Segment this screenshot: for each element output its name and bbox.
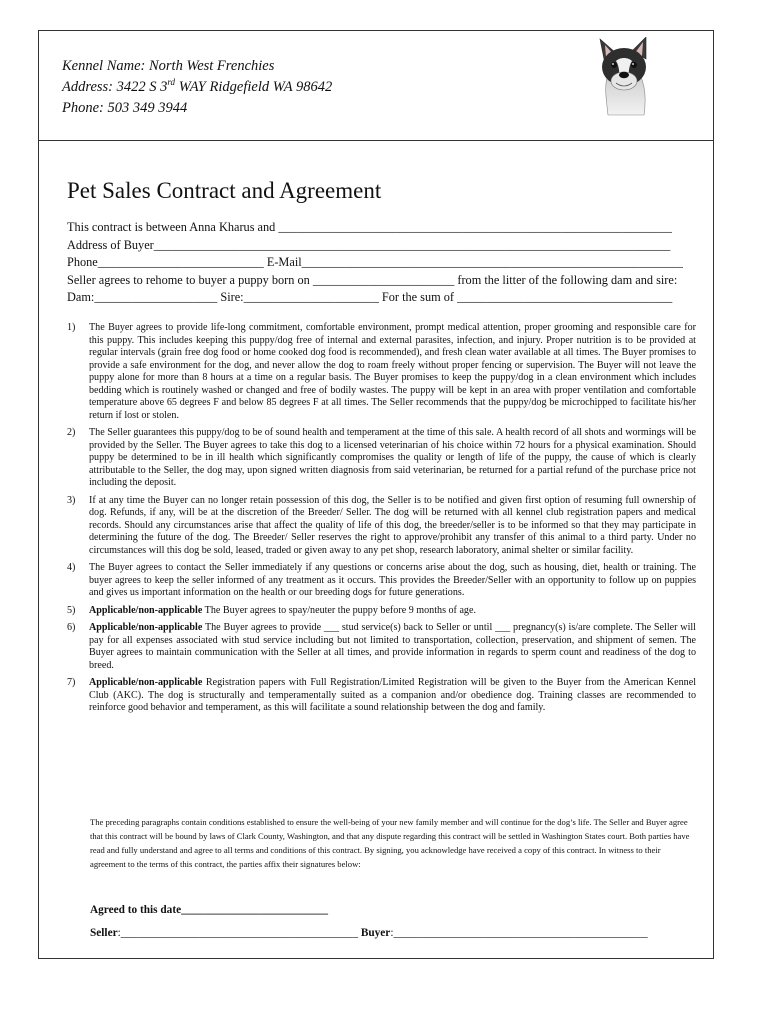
kennel-name: Kennel Name: North West Frenchies xyxy=(62,58,275,74)
term-item xyxy=(67,322,696,422)
phone-email-line[interactable]: Phone___________________________ E-Mail______________________________________________________________ xyxy=(67,255,683,269)
terms-list xyxy=(67,322,696,720)
page-title: Pet Sales Contract and Agreement xyxy=(67,178,382,203)
term-text: Applicable/non-applicable The Buyer agrees to spay/neuter the puppy before 9 months of age. xyxy=(89,604,476,616)
closing-paragraph: The preceding paragraphs contain conditions established to ensure the well-being of your new family member and will continue for the dog’s life. The Seller and Buyer agree that this contract will be bound by laws of Clark County, Washington, and that any dispute regarding this contract will be settled in Washington States court. Both parties have read and fully understand and agree to all terms and conditions of this contract. By signing, you acknowledge have received a copy of this contract. In witness to their agreement to the terms of this contract, the parties affix their signatures below: xyxy=(90,817,690,869)
term-number: 7) xyxy=(67,677,76,688)
puppy-birth-line[interactable]: Seller agrees to rehome to buyer a puppy born on _______________________ from the litter of the following dam and sire: xyxy=(67,272,678,287)
term-item xyxy=(67,605,696,618)
term-text: If at any time the Buyer can no longer retain possession of this dog, the Seller is to be notified and given first option of resuming full ownership of dog. Refunds, if any, will be at the discretion of the Breeder/ Seller. The dog will be returned with all kennel club registration papers and medical records. Should any circumstances arise that affect the quality of life of this dog, the breeder/seller is to be informed so that they may participate in determining the future of the dog. The Breeder/ Seller reserves the right to approve/prohibit any transfer of this animal to a third party. Under no circumstances will this dog be sold, leased, traded or given away to any pet shop, research laboratory, animal shelter or similar facility. xyxy=(89,494,696,556)
dam-sire-price-line[interactable]: Dam:____________________ Sire:______________________ For the sum of ___________________________________ xyxy=(67,290,673,304)
agreement-date-line[interactable] xyxy=(90,904,328,916)
kennel-address: Address: 3422 S 3rd WAY Ridgefield WA 98642 xyxy=(62,77,333,95)
buyer-signature-blank[interactable]: :_____________________________________________ xyxy=(390,927,648,939)
term-text: Applicable/non-applicable The Buyer agrees to provide ___ stud service(s) back to Seller or until ___ pregnancy(s) is/are complete. The Seller will pay for all expenses associated with stud service including but not limited to transportation, collection, preservation, and shipment of semen. The Buyer agrees to maintain communication with the Seller at all times, and provide information in regards to sperm count and readiness of the dog to breed. xyxy=(89,622,696,671)
term-item xyxy=(67,677,696,715)
agreed-date-blank[interactable]: __________________________ xyxy=(181,904,328,916)
term-number: 6) xyxy=(67,622,76,633)
term-number: 4) xyxy=(67,562,76,573)
buyer-address-line[interactable]: Address of Buyer____________________________________________________________________________________ xyxy=(67,237,671,252)
term-number: 2) xyxy=(67,427,76,438)
term-text: The Buyer agrees to provide life-long commitment, comfortable environment, prompt medical attention, proper grooming and responsible care for this puppy. This includes keeping this puppy/dog free of internal and external parasites, infection, and injury. Proper nutrition is to be provided at regular intervals (grain free dog food or home cooked dog food is recommended), and fresh clean water available at all times. The Buyer promises to provide a safe environment for the dog, and never allow the dog to roam freely without proper fencing or supervision. The Buyer will not leave the puppy alone for more than 8 hours at a time on a regular basis. The Buyer promises to keep the puppy/dog in a clean environment which includes bedding which is routinely washed or changed and free of bodily wastes. The puppy will be kept in an area with proper ventilation and comfortable temperature above 65 degrees F and below 85 degrees F at all times. The Seller recommends that the puppy/dog be microchipped to facilitate his/her return if lost or stolen. xyxy=(89,322,696,421)
term-item xyxy=(67,622,696,672)
term-item xyxy=(67,562,696,600)
french-bulldog-icon xyxy=(594,37,658,119)
kennel-info xyxy=(62,56,332,119)
contract-parties-line[interactable]: This contract is between Anna Kharus and ________________________________________________________________ xyxy=(67,220,672,234)
term-number: 5) xyxy=(67,604,76,616)
agreed-date-label: Agreed to this date xyxy=(90,904,182,916)
header-divider xyxy=(38,140,714,141)
kennel-phone: Phone: 503 349 3944 xyxy=(62,100,188,116)
term-text: The Buyer agrees to contact the Seller immediately if any questions or concerns arise about the dog, such as housing, diet, health or training. The buyer agrees to keep the seller informed of any treatment as it occurs. This provides the Breeder/Seller with an opportunity to follow up on puppies and gives us important information on the health or our breeding dogs for future generations. xyxy=(89,562,696,598)
seller-label: Seller xyxy=(90,927,118,939)
term-item xyxy=(67,427,696,490)
term-text: The Seller guarantees this puppy/dog to be of sound health and temperament at the time of this sale. A health record of all shots and wormings will be provided by the Seller. The Buyer agrees to take this dog to a licensed veterinarian of his choice within 72 hours for a physical examination. Should puppy be determined to be in ill health which significantly compromises the quality or length of life of the puppy, the cause of which is clearly attributable to the Seller, the dog may, upon signed written diagnosis from said veterinarian, be returned for a partial refund of the purchase price not including the deposit. xyxy=(89,427,696,488)
term-number: 3) xyxy=(67,494,76,506)
buyer-fields xyxy=(67,219,695,307)
seller-signature-blank[interactable]: :__________________________________________ xyxy=(117,927,358,939)
term-item xyxy=(67,495,696,558)
signature-line xyxy=(90,927,696,939)
term-text: Applicable/non-applicable Registration papers with Full Registration/Limited Registration will be given to the Buyer from the American Kennel Club (AKC). The dog is structurally and temperamentally suited as a companion and/or obedience dog. Training classes are recommended to reinforce good behavior and temperament, as this will facilitate a sound relationship between the dog and family. xyxy=(89,677,696,713)
buyer-label: Buyer xyxy=(360,927,391,939)
term-number: 1) xyxy=(67,322,76,333)
